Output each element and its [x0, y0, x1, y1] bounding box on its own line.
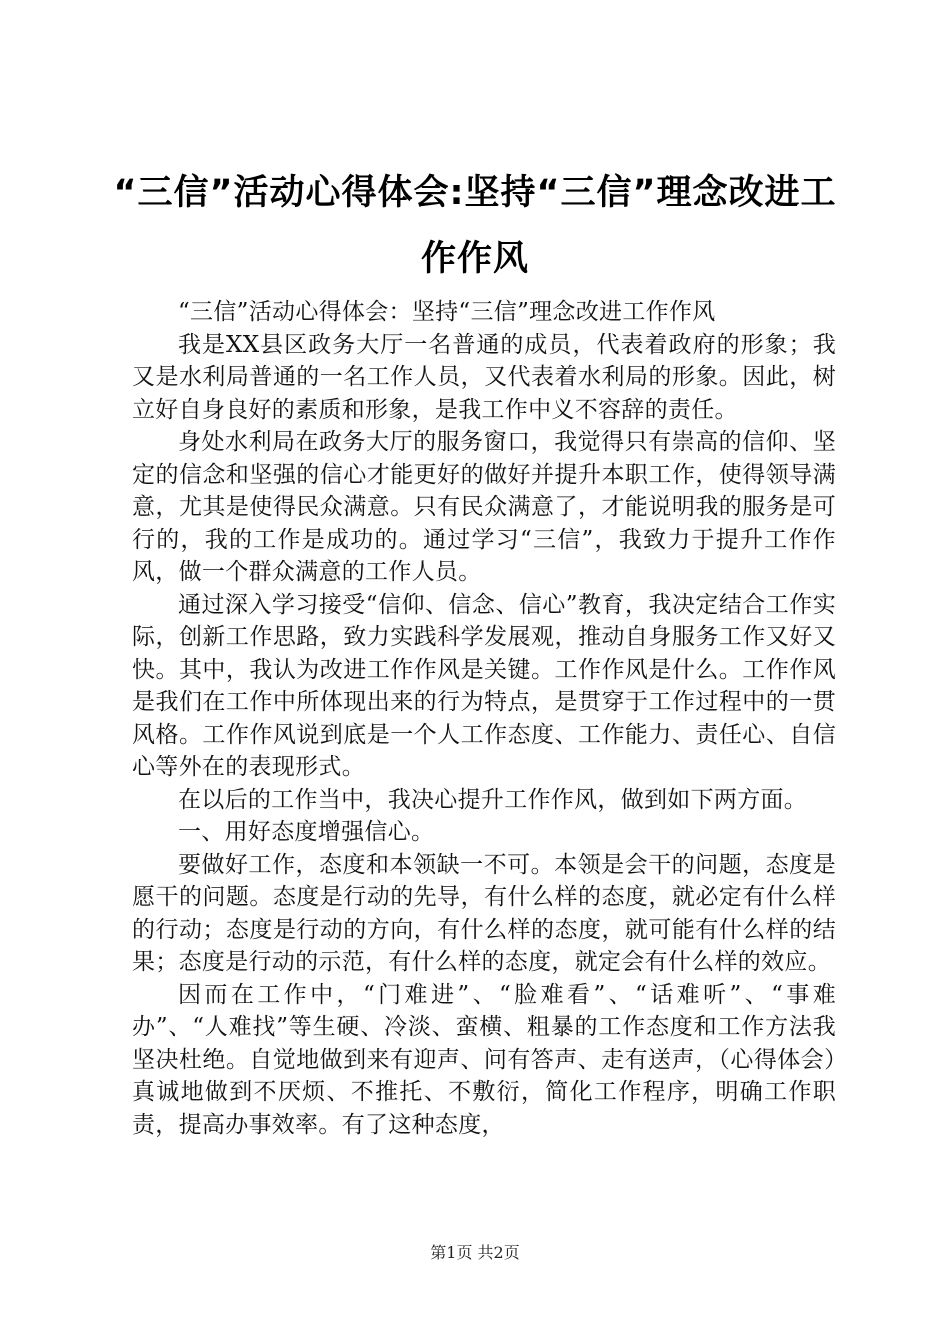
paragraph: 通过深入学习接受“信仰、信念、信心”教育，我决定结合工作实际，创新工作思路，致力实践科学发展观，推动自身服务工作又好又快。其中，我认为改进工作作风是关键。工作作风是什么。工作作风是我们在工作中所体现出来的行为特点，是贯穿于工作过程中的一贯风格。工作作风说到底是一个人工作态度、工作能力、责任心、自信心等外在的表现形式。: [132, 591, 836, 780]
section-heading: 一、用好态度增强信心。: [178, 819, 435, 845]
paragraph: 身处水利局在政务大厅的服务窗口，我觉得只有崇高的信仰、坚定的信念和坚强的信心才能更好的做好并提升本职工作，使得领导满意，尤其是使得民众满意。只有民众满意了，才能说明我的服务是可行的，我的工作是成功的。通过学习“三信”，我致力于提升工作作风，做一个群众满意的工作人员。: [132, 429, 836, 585]
paragraph: 我是XX县区政务大厅一名普通的成员，代表着政府的形象；我又是水利局普通的一名工作人员，又代表着水利局的形象。因此，树立好自身良好的素质和形象，是我工作中义不容辞的责任。: [132, 331, 836, 423]
document-body: [132, 296, 836, 1141]
page-footer: 第1页 共2页: [430, 1243, 520, 1262]
document-title: “三信”活动心得体会:坚持“三信”理念改进工作作风: [113, 173, 837, 279]
paragraph: “三信”活动心得体会：坚持“三信”理念改进工作作风: [178, 299, 716, 325]
paragraph: 因而在工作中，“门难进”、“脸难看”、“话难听”、“事难办”、“人难找”等生硬、冷淡、蛮横、粗暴的工作态度和工作方法我坚决杜绝。自觉地做到来有迎声、问有答声、走有送声，（心得体会）真诚地做到不厌烦、不推托、不敷衍，简化工作程序，明确工作职责，提高办事效率。有了这种态度，: [132, 981, 836, 1138]
paragraph: 要做好工作，态度和本领缺一不可。本领是会干的问题，态度是愿干的问题。态度是行动的先导，有什么样的态度，就必定有什么样的行动；态度是行动的方向，有什么样的态度，就可能有什么样的结果；态度是行动的示范，有什么样的态度，就定会有什么样的效应。: [132, 851, 836, 975]
paragraph: 在以后的工作当中，我决心提升工作作风，做到如下两方面。: [178, 786, 808, 813]
